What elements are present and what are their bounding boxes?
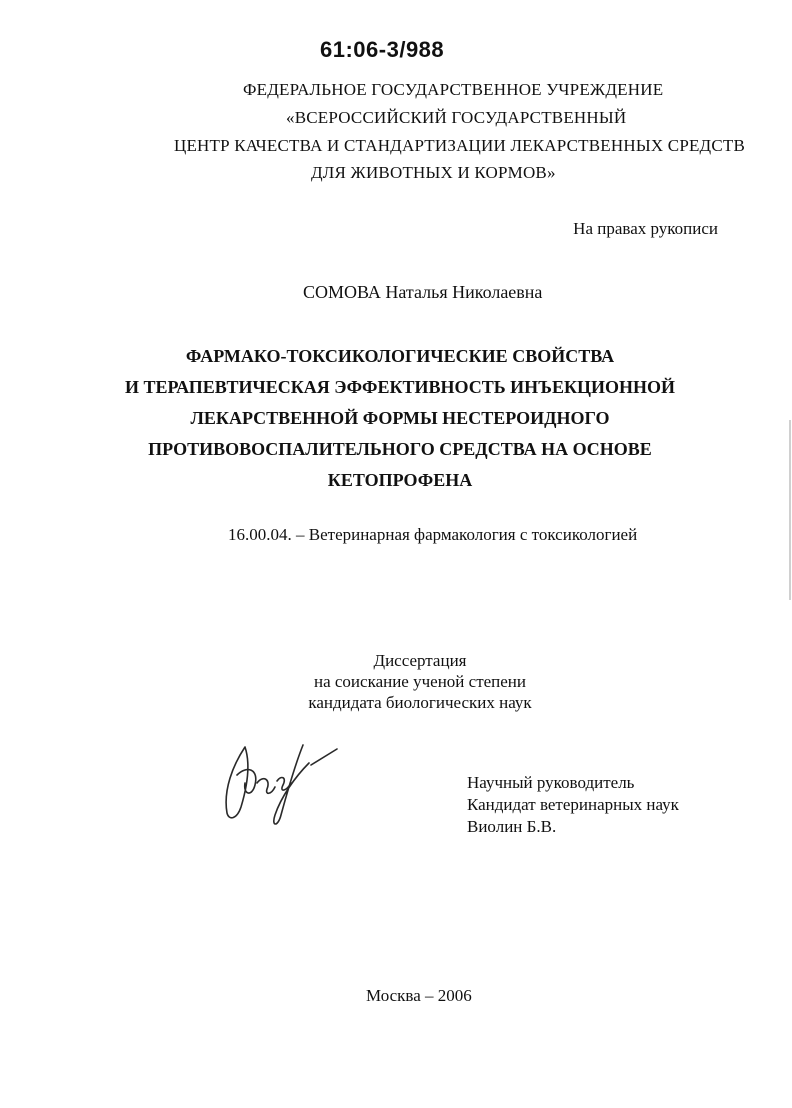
institution-line-4: ДЛЯ ЖИВОТНЫХ И КОРМОВ»	[311, 163, 556, 182]
supervisor-line-1: Научный руководитель	[467, 773, 635, 792]
supervisor-line-3: Виолин Б.В.	[467, 817, 557, 836]
title-line-5: КЕТОПРОФЕНА	[327, 470, 473, 490]
handwritten-signature	[215, 735, 345, 835]
degree-statement	[220, 650, 620, 713]
supervisor-line-2: Кандидат ветеринарных наук	[467, 795, 679, 814]
institution-line-1: ФЕДЕРАЛЬНОЕ ГОСУДАРСТВЕННОЕ УЧРЕЖДЕНИЕ	[243, 80, 664, 99]
specialty-code: 16.00.04. – Ветеринарная фармакология с токсикологией	[228, 525, 638, 544]
title-line-3: ЛЕКАРСТВЕННОЙ ФОРМЫ НЕСТЕРОИДНОГО	[190, 408, 610, 428]
degree-line-2: на соискание ученой степени	[313, 672, 527, 691]
archive-stamp-code: 61:06-3/988	[320, 37, 445, 62]
degree-line-3: кандидата биологических наук	[308, 693, 532, 712]
degree-line-1: Диссертация	[373, 651, 467, 670]
scan-edge-mark	[789, 420, 791, 600]
city-year: Москва – 2006	[366, 986, 472, 1005]
supervisor-block	[467, 772, 679, 838]
title-line-1: ФАРМАКО-ТОКСИКОЛОГИЧЕСКИЕ СВОЙСТВА	[185, 346, 615, 366]
institution-line-2: «ВСЕРОССИЙСКИЙ ГОСУДАРСТВЕННЫЙ	[286, 108, 627, 127]
author-name: СОМОВА Наталья Николаевна	[303, 282, 543, 302]
title-line-4: ПРОТИВОВОСПАЛИТЕЛЬНОГО СРЕДСТВА НА ОСНОВЕ	[148, 439, 652, 459]
institution-line-3: ЦЕНТР КАЧЕСТВА И СТАНДАРТИЗАЦИИ ЛЕКАРСТВЕННЫХ СРЕДСТВ	[174, 136, 746, 155]
dissertation-title	[120, 341, 680, 496]
title-line-2: И ТЕРАПЕВТИЧЕСКАЯ ЭФФЕКТИВНОСТЬ ИНЪЕКЦИОННОЙ	[124, 377, 676, 397]
manuscript-rights-note: На правах рукописи	[573, 219, 718, 238]
